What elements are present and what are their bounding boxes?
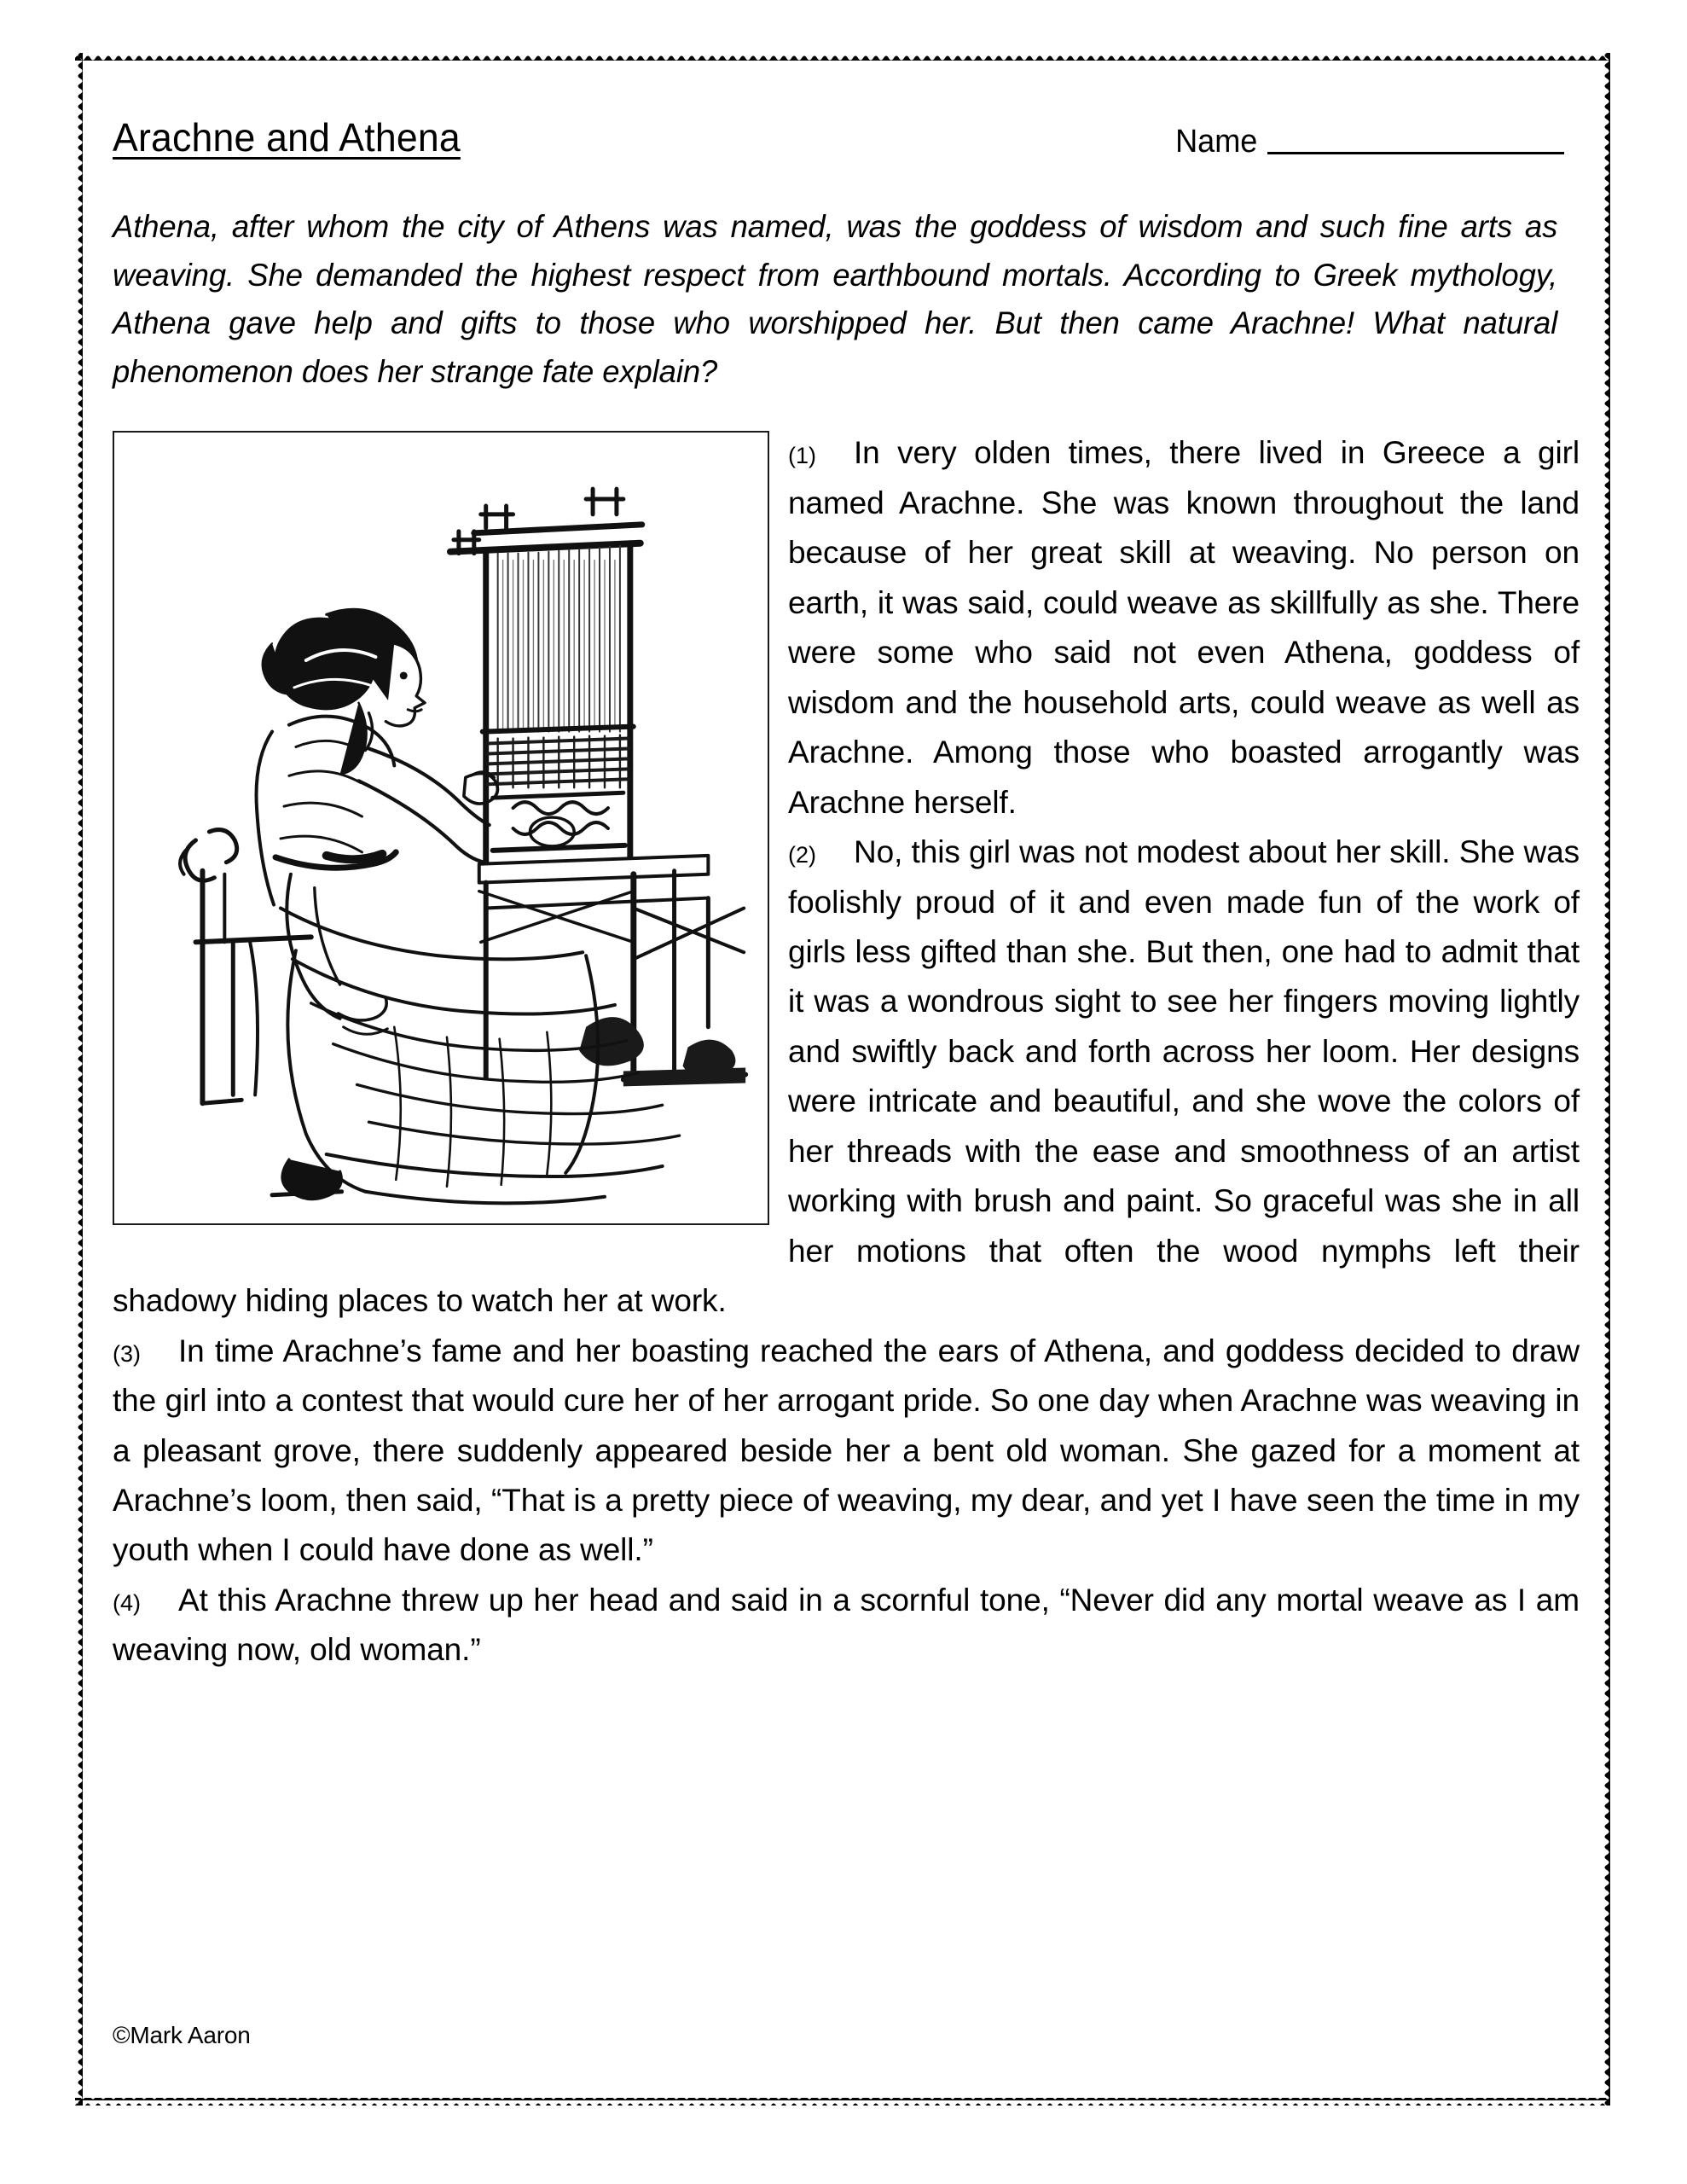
paragraph-text: In time Arachne’s fame and her boasting reached the ears of Athena, and goddess decided to draw the girl into a contest that would cure her of her arrogant pride. So one day when Arachne was weaving in a pleasant grove, there suddenly appeared beside her a bent old woman. She gazed for a moment at Arachne’s loom, then said, “That is a pretty piece of weaving, my dear, and yet I have seen the time in my youth when I could have done as well.”: [113, 1333, 1580, 1568]
paragraph-text: In very olden times, there lived in Greece a girl named Arachne. She was known throughout the land because of her great skill at weaving. No person on earth, it was said, could weave as skillfully as she. There were some who said not even Athena, goddess of wisdom and the household arts, could weave as well as Arachne. Among those who boasted arrogantly was Arachne herself.: [788, 435, 1580, 820]
loom-weaver-illustration: [113, 431, 769, 1225]
paragraph-text: At this Arachne threw up her head and said in a scornful tone, “Never did any mortal weave as I am weaving now, old woman.”: [113, 1582, 1580, 1668]
name-input-line[interactable]: [1267, 152, 1564, 154]
name-field-group: [1171, 124, 1564, 160]
paragraph-text: No, this girl was not modest about her skill. She was foolishly proud of it and even made fun of the work of girls less gifted than she. But then, one had to admit that it was a wondrous sight to see her fingers moving lightly and swiftly back and forth across her loom. Her designs were intricate and beautiful, and she wove the colors of her threads with the ease and smoothness of an artist working with brush and paint. So graceful was she in all her motions that often the wood nymphs left their shadowy hiding places to watch her at work.: [113, 834, 1580, 1319]
name-label: Name: [1174, 124, 1257, 160]
paragraph-number: (1): [788, 443, 816, 469]
passage-paragraph: [113, 1327, 1580, 1576]
copyright-credit: ©Mark Aaron: [113, 2022, 251, 2048]
intro-paragraph: Athena, after whom the city of Athens was named, was the goddess of wisdom and such fine arts as weaving. She demanded the highest respect from earthbound mortals. According to Greek mythology, Athena gave help and gifts to those who worshipped her. But then came Arachne! What natural phenomenon does her strange fate explain?: [113, 209, 1558, 389]
page-title: Arachne and Athena: [113, 115, 461, 160]
worksheet-sheet: [113, 101, 1580, 2080]
paragraph-number: (2): [788, 842, 816, 868]
worksheet-header: [113, 101, 1580, 160]
passage-body: [113, 428, 1580, 1675]
passage-paragraph: [113, 1576, 1580, 1676]
paragraph-number: (3): [113, 1340, 141, 1367]
paragraph-number: (4): [113, 1589, 141, 1616]
